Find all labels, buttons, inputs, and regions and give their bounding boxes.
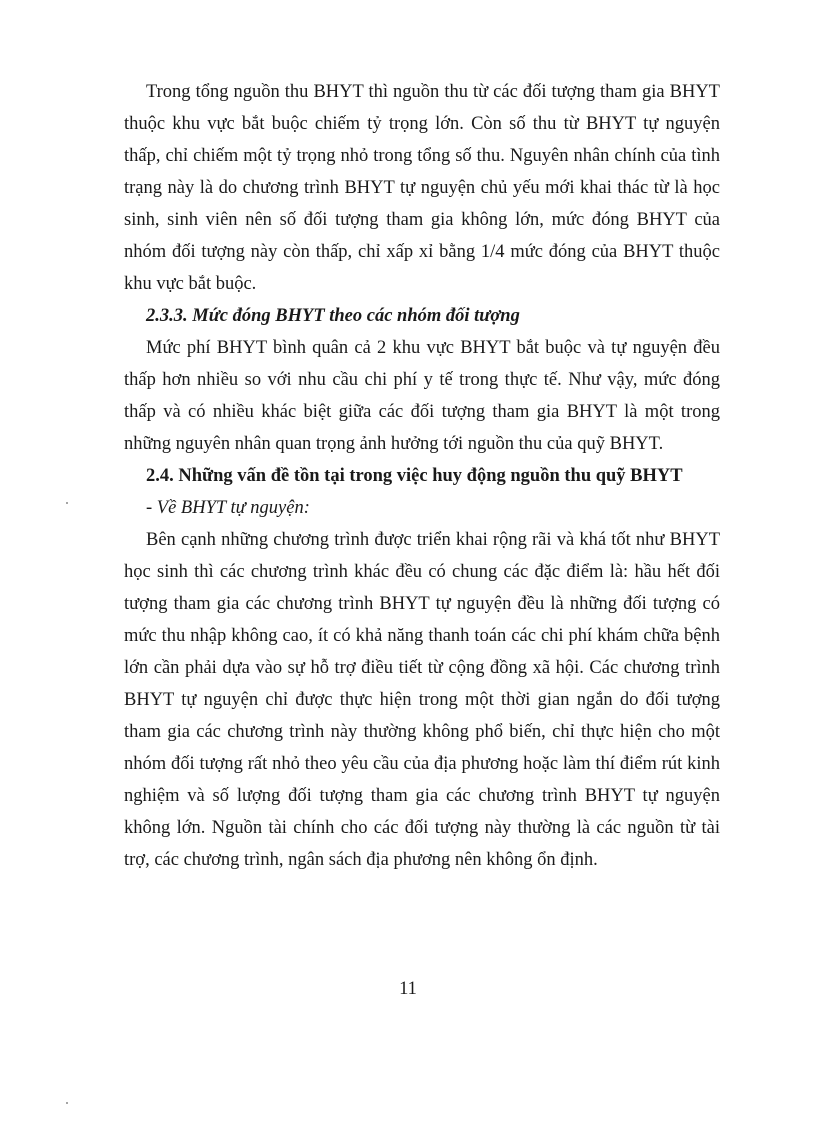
section-heading-2-4: 2.4. Những vấn đề tồn tại trong việc huy động nguồn thu quỹ BHYT xyxy=(146,466,683,486)
scan-speck xyxy=(66,1102,68,1104)
subheading-voluntary-insurance: - Về BHYT tự nguyện: xyxy=(146,498,310,518)
section-heading-2-3-3: 2.3.3. Mức đóng BHYT theo các nhóm đối tượng xyxy=(146,306,520,326)
page-number: 11 xyxy=(399,979,417,999)
scan-speck xyxy=(66,502,68,504)
paragraph-voluntary-programs: Bên cạnh những chương trình được triển khai rộng rãi và khá tốt như BHYT học sinh thì các chương trình khác đều có chung các đặc điểm là: hầu hết đối tượng tham gia các chương trình BHYT tự nguyện đều là những đối tượng có mức thu nhập không cao, ít có khả năng thanh toán các chi phí khám chữa bệnh lớn cần phải dựa vào sự hỗ trợ điều tiết từ cộng đồng xã hội. Các chương trình BHYT tự nguyện chỉ được thực hiện trong một thời gian ngắn do đối tượng tham gia các chương trình này thường không phổ biến, chỉ thực hiện cho một nhóm đối tượng rất nhỏ theo yêu cầu của địa phương hoặc làm thí điểm rút kinh nghiệm và số lượng đối tượng tham gia các chương trình BHYT tự nguyện không lớn. Nguồn tài chính cho các đối tượng này thường là các nguồn từ tài trợ, các chương trình, ngân sách địa phương nên không ổn định. xyxy=(124,530,720,870)
document-body xyxy=(124,76,720,876)
paragraph-contribution-level: Mức phí BHYT bình quân cả 2 khu vực BHYT bắt buộc và tự nguyện đều thấp hơn nhiều so với nhu cầu chi phí y tế trong thực tế. Như vậy, mức đóng thấp và có nhiều khác biệt giữa các đối tượng tham gia BHYT là một trong những nguyên nhân quan trọng ảnh hưởng tới nguồn thu của quỹ BHYT. xyxy=(124,338,720,454)
paragraph-revenue-structure: Trong tổng nguồn thu BHYT thì nguồn thu từ các đối tượng tham gia BHYT thuộc khu vực bắt buộc chiếm tỷ trọng lớn. Còn số thu từ BHYT tự nguyện thấp, chỉ chiếm một tỷ trọng nhỏ trong tổng số thu. Nguyên nhân chính của tình trạng này là do chương trình BHYT tự nguyện chủ yếu mới khai thác từ là học sinh, sinh viên nên số đối tượng tham gia không lớn, mức đóng BHYT của nhóm đối tượng này còn thấp, chỉ xấp xỉ bằng 1/4 mức đóng của BHYT thuộc khu vực bắt buộc. xyxy=(124,82,720,294)
